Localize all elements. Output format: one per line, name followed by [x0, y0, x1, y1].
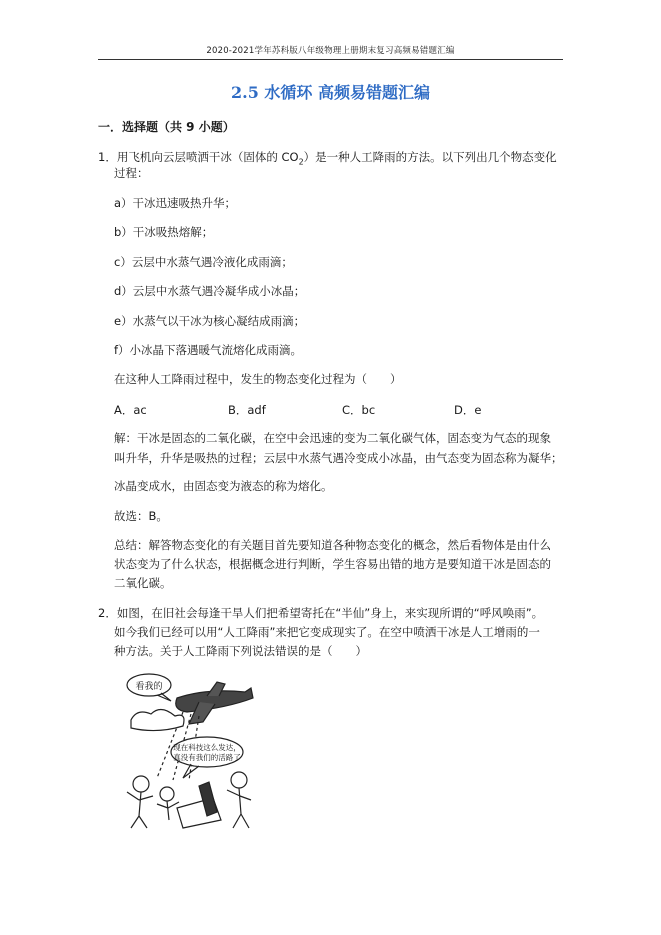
question-1-stem-line-2: 过程： — [114, 166, 149, 180]
question-2-line-1 — [98, 605, 543, 621]
question-1-prompt: 在这种人工降雨过程中，发生的物态变化过程为（ ） — [114, 372, 402, 386]
plane-speech-bubble: 看我的 — [135, 682, 163, 692]
question-2-line-3: 种方法。关于人工降雨下列说法错误的是（ ） — [114, 644, 367, 658]
option-d: D．e — [454, 403, 482, 417]
cartoon-illustration — [117, 668, 257, 830]
people-speech-bubble-line-1: 现在科技这么发达， — [173, 743, 241, 752]
process-item-d: d）云层中水蒸气遇冷凝华成小冰晶； — [114, 284, 306, 298]
process-item-e: e）水蒸气以干冰为核心凝结成雨滴； — [114, 314, 306, 328]
solution-line-2: 叫升华，升华是吸热的过程；云层中水蒸气遇冷变成小冰晶，由气态变为固态称为凝华； — [114, 451, 563, 465]
solution-line-3: 冰晶变成水，由固态变为液态的称为熔化。 — [114, 479, 333, 493]
process-item-c: c）云层中水蒸气遇冷液化成雨滴； — [114, 255, 293, 269]
header-rule — [98, 59, 563, 60]
option-c: C．bc — [342, 403, 376, 417]
summary-line-1: 总结：解答物态变化的有关题目首先要知道各种物态变化的概念，然后看物体是由什么 — [114, 538, 551, 552]
process-item-f: f）小冰晶下落遇暖气流熔化成雨滴。 — [114, 343, 303, 357]
process-item-b: b）干冰吸热熔解； — [114, 225, 214, 239]
question-1-stem — [98, 149, 557, 170]
process-item-a: a）干冰迅速吸热升华； — [114, 196, 237, 210]
people-speech-bubble-line-2: 真没有我们的活路了 — [173, 753, 241, 762]
running-header: 2020-2021学年苏科版八年级物理上册期末复习高频易错题汇编 — [206, 46, 455, 56]
question-1-stem-part-b: ）是一种人工降雨的方法。以下列出几个物态变化 — [303, 150, 557, 164]
answer-line: 故选：B。 — [114, 509, 168, 523]
summary-line-2: 状态变为了什么状态，根据概念进行判断，学生容易出错的地方是要知道干冰是固态的 — [114, 557, 551, 571]
question-2-line-2: 如今我们已经可以用“人工降雨”来把它变成现实了。在空中喷洒干冰是人工增雨的一 — [114, 625, 540, 639]
summary-line-3: 二氧化碳。 — [114, 576, 172, 590]
solution-line-1: 解：干冰是固态的二氧化碳，在空中会迅速的变为二氧化碳气体，固态变为气态的现象 — [114, 431, 551, 445]
question-2-text-line-1: 如图，在旧社会每逢干旱人们把希望寄托在“半仙”身上，来实现所谓的“呼风唤雨”。 — [116, 606, 544, 620]
option-a: A．ac — [114, 403, 147, 417]
question-2-number: 2． — [98, 606, 117, 620]
question-1-stem-subscript: 2 — [298, 157, 304, 167]
page-title: 2.5 水循环 高频易错题汇编 — [231, 83, 430, 102]
option-b: B．adf — [228, 403, 266, 417]
question-1-stem-part-a: 用飞机向云层喷洒干冰（固体的 CO — [116, 150, 299, 164]
question-1-number: 1． — [98, 150, 117, 164]
section-heading: 一．选择题（共 9 小题） — [98, 120, 235, 134]
